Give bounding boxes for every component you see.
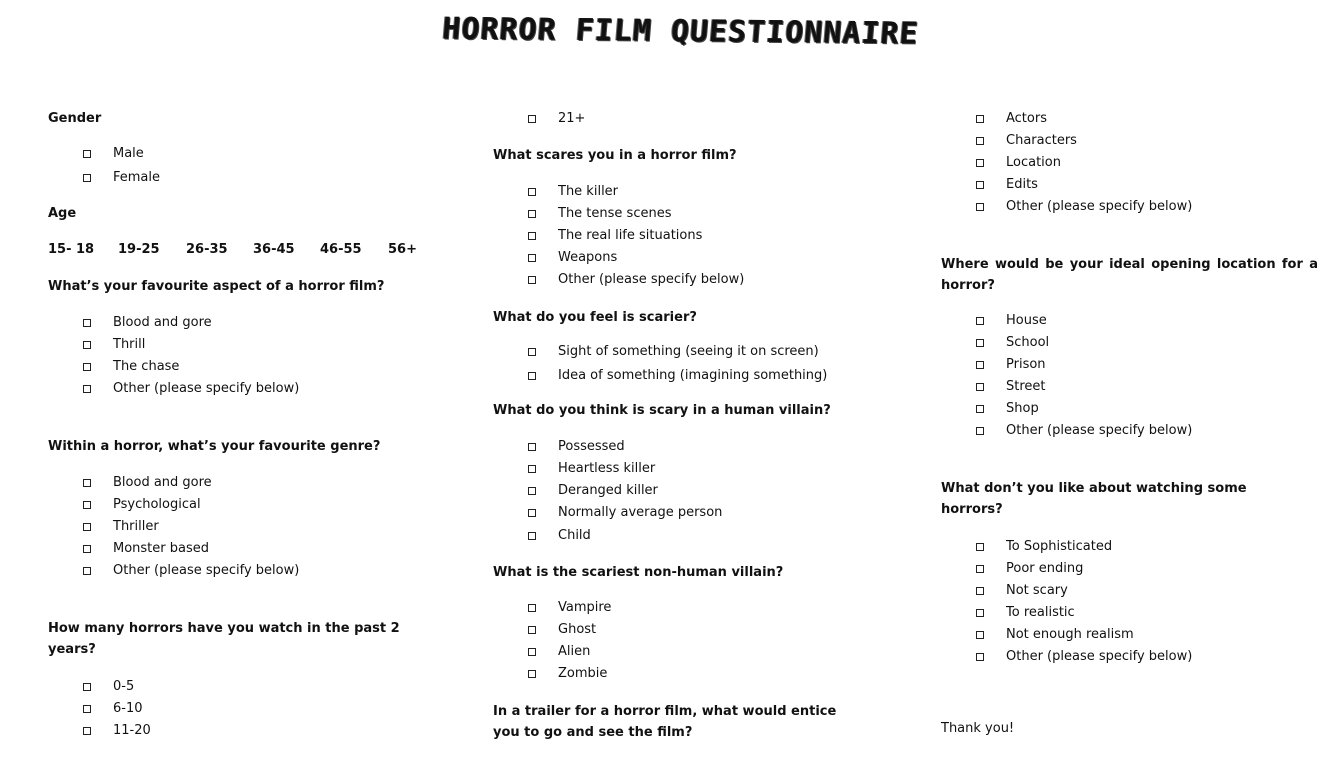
checkbox-icon[interactable]: [83, 501, 91, 509]
age-range[interactable]: 56+: [388, 242, 417, 257]
question-genre: Within a horror, what’s your favourite genre?: [48, 439, 381, 454]
checkbox-icon[interactable]: [83, 705, 91, 713]
checkbox-icon[interactable]: [528, 210, 536, 218]
checkbox-icon[interactable]: [83, 363, 91, 371]
checkbox-icon[interactable]: [83, 174, 91, 182]
question-scarier: What do you feel is scarier?: [493, 310, 697, 325]
checkbox-icon[interactable]: [528, 348, 536, 356]
checkbox-icon[interactable]: [83, 683, 91, 691]
checkbox-icon[interactable]: [976, 361, 984, 369]
checkbox-icon[interactable]: [83, 567, 91, 575]
checkbox-icon[interactable]: [83, 319, 91, 327]
question-aspect: What’s your favourite aspect of a horror film?: [48, 279, 385, 294]
checkbox-icon[interactable]: [528, 670, 536, 678]
age-range[interactable]: 15- 18: [48, 242, 95, 257]
age-range[interactable]: 19-25: [118, 242, 160, 257]
checkbox-icon[interactable]: [528, 232, 536, 240]
question-dislike: What don’t you like about watching some horrors?: [941, 481, 1247, 517]
question-non-human: What is the scariest non-human villain?: [493, 565, 784, 580]
question-gender: Gender: [48, 111, 102, 126]
checkbox-icon[interactable]: [976, 587, 984, 595]
age-range[interactable]: 26-35: [186, 242, 228, 257]
checkbox-icon[interactable]: [528, 532, 536, 540]
checkbox-icon[interactable]: [976, 115, 984, 123]
checkbox-icon[interactable]: [83, 385, 91, 393]
checkbox-icon[interactable]: [528, 626, 536, 634]
question-age: Age: [48, 206, 77, 221]
question-location: Where would be your ideal opening location for a horror?: [941, 257, 1318, 293]
page-title: HORROR FILM QUESTIONNAIRE: [440, 11, 920, 52]
checkbox-icon[interactable]: [976, 427, 984, 435]
checkbox-icon[interactable]: [976, 631, 984, 639]
checkbox-icon[interactable]: [83, 727, 91, 735]
checkbox-icon[interactable]: [528, 509, 536, 517]
checkbox-icon[interactable]: [976, 653, 984, 661]
checkbox-icon[interactable]: [83, 479, 91, 487]
age-range[interactable]: 46-55: [320, 242, 362, 257]
checkbox-icon[interactable]: [976, 137, 984, 145]
checkbox-icon[interactable]: [976, 609, 984, 617]
question-trailer: In a trailer for a horror film, what would entice you to go and see the film?: [493, 704, 837, 740]
checkbox-icon[interactable]: [83, 341, 91, 349]
checkbox-icon[interactable]: [528, 648, 536, 656]
checkbox-icon[interactable]: [976, 203, 984, 211]
checkbox-icon[interactable]: [976, 159, 984, 167]
checkbox-icon[interactable]: [528, 487, 536, 495]
checkbox-icon[interactable]: [976, 317, 984, 325]
checkbox-icon[interactable]: [83, 545, 91, 553]
checkbox-icon[interactable]: [528, 115, 536, 123]
checkbox-icon[interactable]: [83, 150, 91, 158]
checkbox-icon[interactable]: [528, 604, 536, 612]
question-count: How many horrors have you watch in the past 2 years?: [48, 621, 400, 657]
checkbox-icon[interactable]: [976, 181, 984, 189]
age-range[interactable]: 36-45: [253, 242, 295, 257]
checkbox-icon[interactable]: [976, 339, 984, 347]
checkbox-icon[interactable]: [976, 383, 984, 391]
question-scares: What scares you in a horror film?: [493, 148, 737, 163]
question-human-villain: What do you think is scary in a human villain?: [493, 403, 831, 418]
checkbox-icon[interactable]: [528, 276, 536, 284]
checkbox-icon[interactable]: [976, 565, 984, 573]
checkbox-icon[interactable]: [528, 372, 536, 380]
checkbox-icon[interactable]: [976, 543, 984, 551]
checkbox-icon[interactable]: [528, 188, 536, 196]
age-ranges: [48, 242, 417, 257]
checkbox-icon[interactable]: [83, 523, 91, 531]
checkbox-icon[interactable]: [976, 405, 984, 413]
thank-you-text: Thank you!: [941, 721, 1015, 736]
checkbox-icon[interactable]: [528, 443, 536, 451]
checkbox-icon[interactable]: [528, 254, 536, 262]
checkbox-icon[interactable]: [528, 465, 536, 473]
